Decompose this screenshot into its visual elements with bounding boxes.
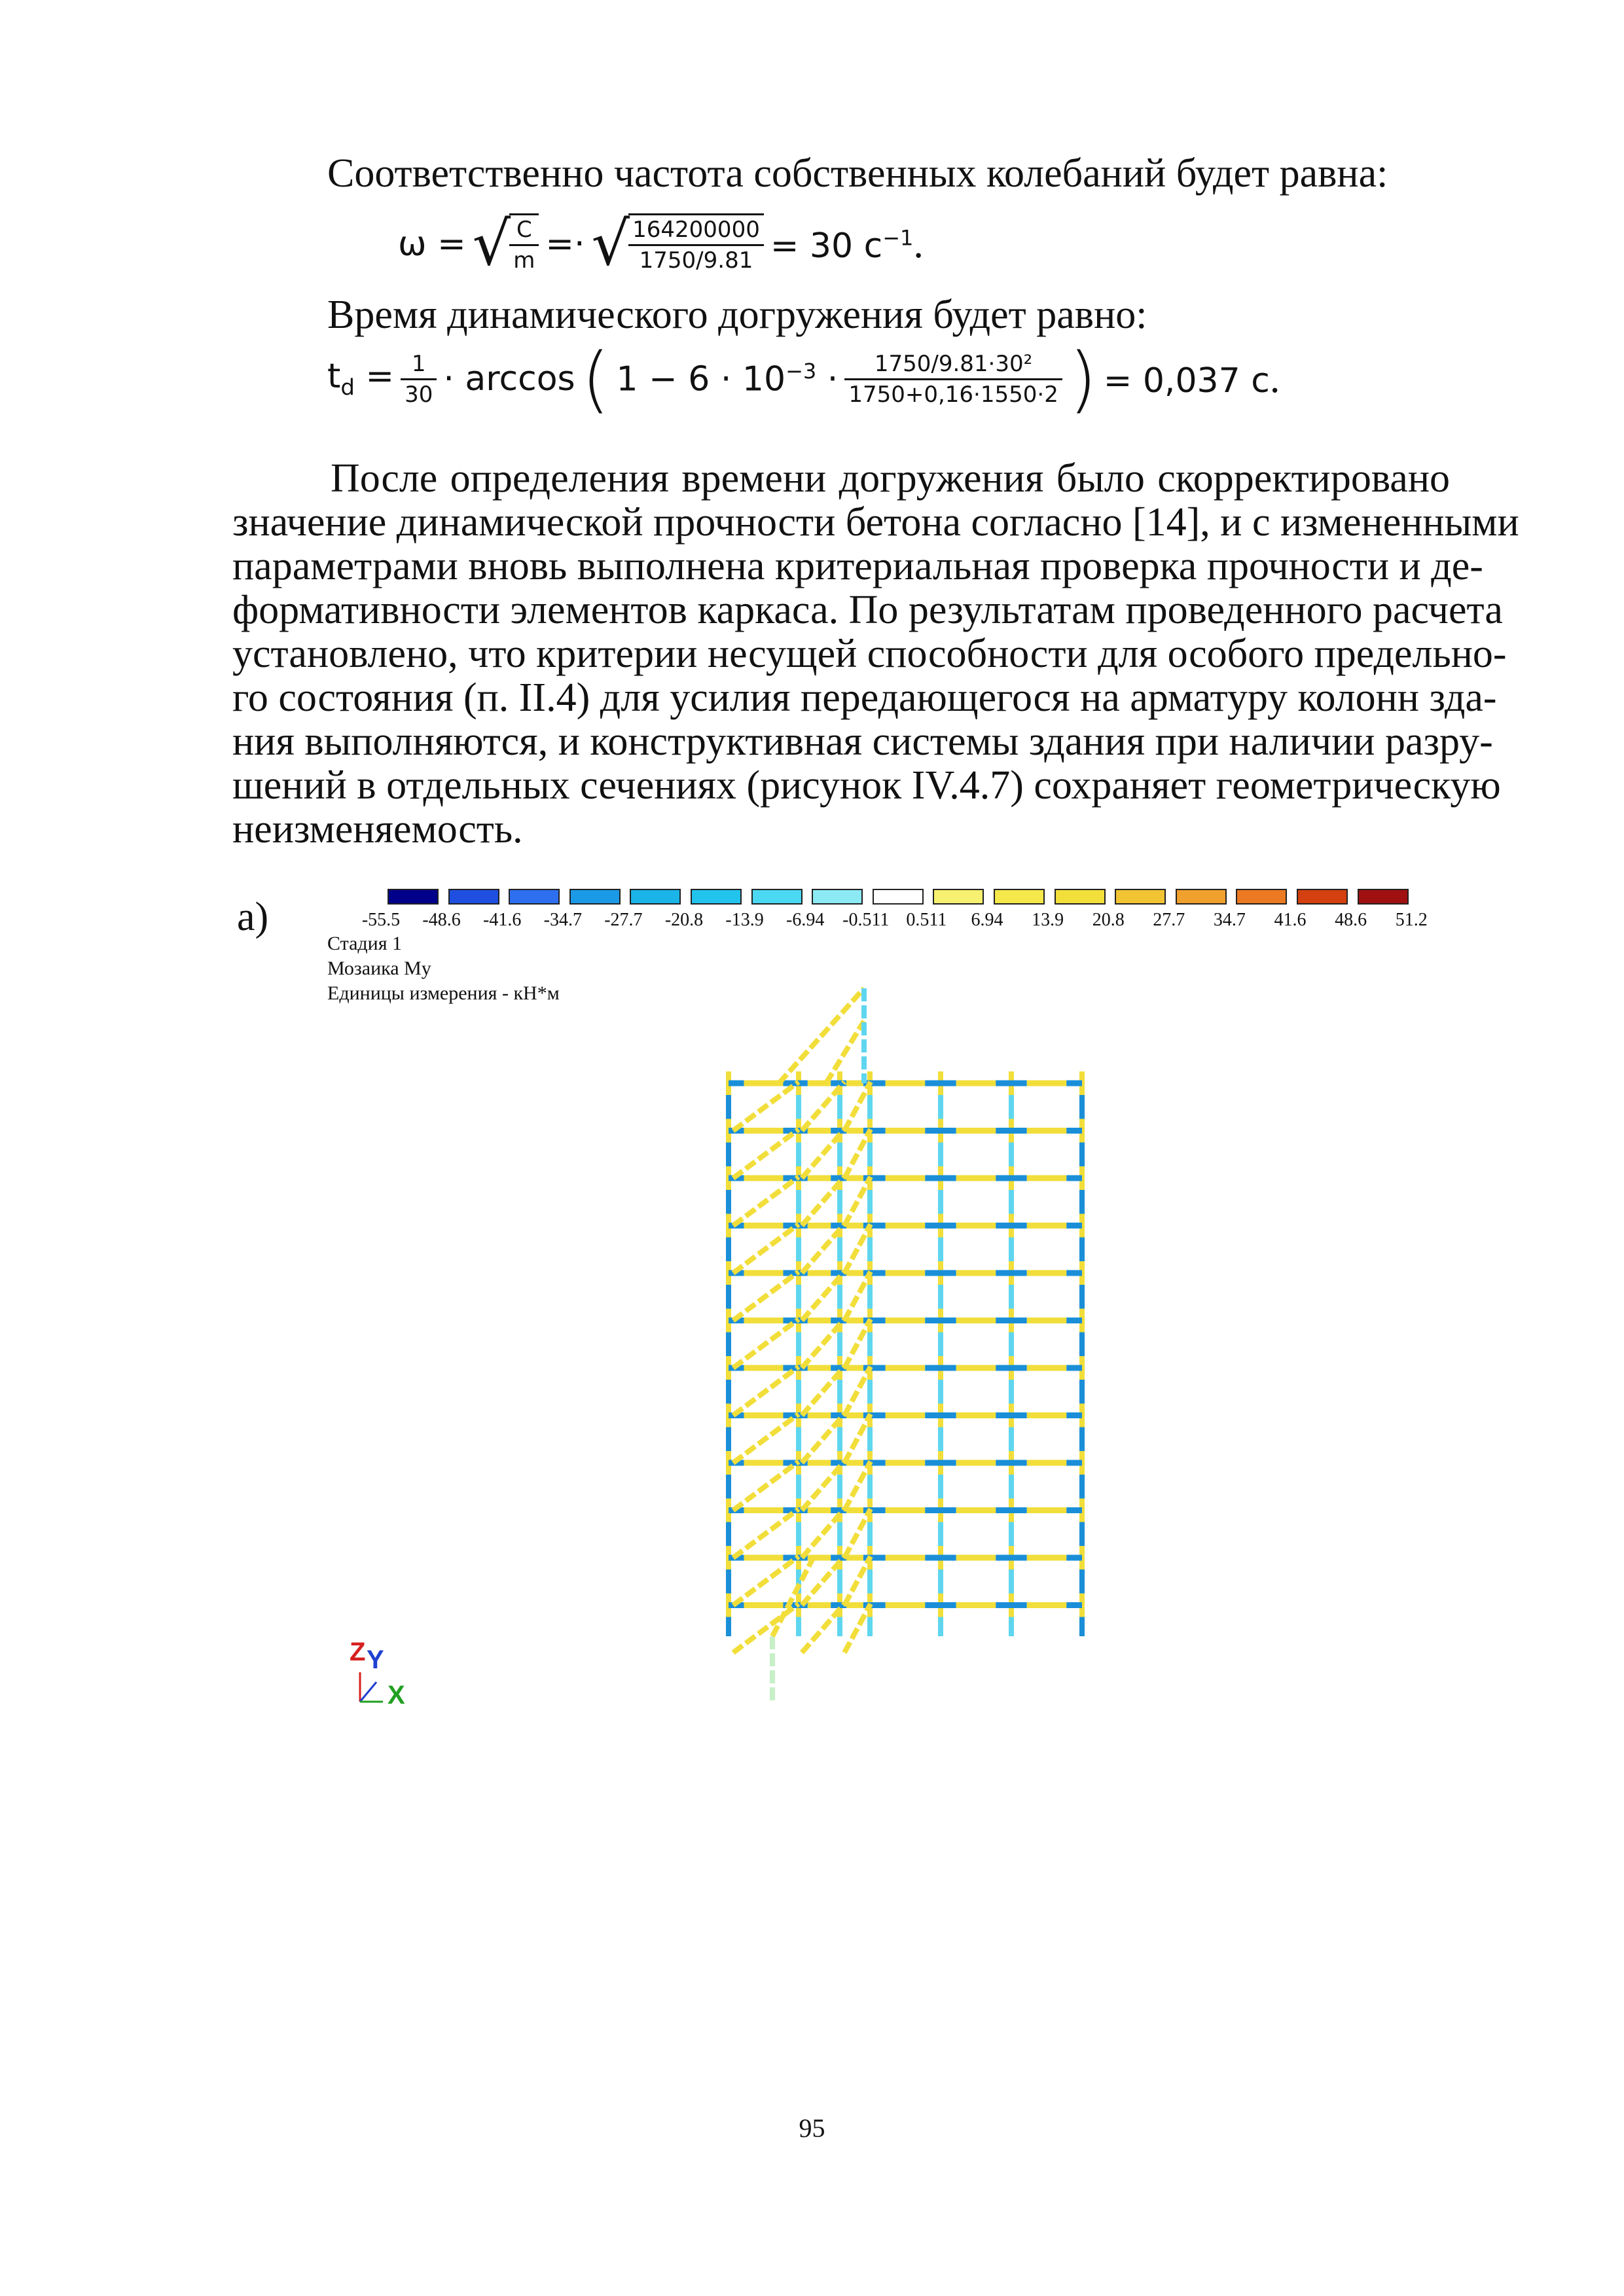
paragraph-line: значение динамической прочности бетона согласно [14], и с измененными xyxy=(232,500,1519,545)
legend-value: -55.5 xyxy=(361,910,401,930)
axis-label-z: Z xyxy=(350,1638,366,1666)
diagonal-member xyxy=(733,1177,799,1226)
intro-line-1: Соответственно частота собственных колебаний будет равна: xyxy=(327,151,1388,196)
right-paren: ) xyxy=(1068,337,1097,421)
omega-rhs: = 30 $c^{-1}$. xyxy=(770,222,924,266)
legend-value: -13.9 xyxy=(725,910,764,930)
diagonal-member xyxy=(844,1604,871,1653)
legend-value: -34.7 xyxy=(543,910,582,930)
paragraph-line: параметрами вновь выполнена критериальная проверка прочности и де- xyxy=(232,544,1483,588)
paragraph-line: шений в отдельных сечениях (рисунок IV.4.7) сохраняет геометрическую xyxy=(232,763,1501,808)
legend-value: 34.7 xyxy=(1213,910,1246,930)
diagonal-member xyxy=(844,1556,871,1605)
page-number: 95 xyxy=(799,2113,825,2143)
diagonal-member xyxy=(844,1462,871,1511)
legend-value: 6.94 xyxy=(971,910,1003,930)
diagonal-member xyxy=(844,1367,871,1416)
td-lhs: $t_d$ = xyxy=(327,357,395,401)
diagonal-member xyxy=(733,1462,799,1511)
paragraph-line: установлено, что критерии несущей способности для особого предельно- xyxy=(232,632,1507,676)
roof-diagonal xyxy=(826,1021,864,1083)
diagonal-member xyxy=(844,1082,871,1131)
legend-value: -48.6 xyxy=(422,910,461,930)
roof-diagonal xyxy=(779,988,864,1083)
figure-stage: Стадия 1 xyxy=(327,933,403,954)
diagonal-member xyxy=(844,1130,871,1179)
legend-value: -27.7 xyxy=(604,910,643,930)
paragraph-line: ния выполняются, и конструктивная системы здания при наличии разру- xyxy=(232,719,1493,764)
diagonal-member xyxy=(733,1225,799,1274)
legend-value: -0.511 xyxy=(842,910,890,930)
frac-den-m: m xyxy=(513,247,535,274)
frac-den-mass: 1750/9.81 xyxy=(639,247,753,274)
omega-mid: =· xyxy=(545,224,585,264)
frac-den-dynamic: 1750+0,16·1550·2 xyxy=(848,381,1058,408)
diagonal-member xyxy=(733,1604,799,1653)
omega-lhs: ω = xyxy=(398,224,466,264)
diagonal-member xyxy=(733,1272,799,1321)
paragraph-line: неизменяемость. xyxy=(232,807,523,852)
paragraph-line: После определения времени догружения было скорректировано xyxy=(331,456,1450,501)
bottom-diagonal xyxy=(772,1554,815,1636)
intro-line-2: Время динамического догружения будет равно: xyxy=(327,293,1147,337)
legend-value: 51.2 xyxy=(1395,910,1428,930)
diagonal-member xyxy=(844,1509,871,1558)
paragraph-line: формативности элементов каркаса. По результатам проведенного расчета xyxy=(232,588,1503,632)
td-rhs: = 0,037 c. xyxy=(1103,357,1280,401)
diagonal-member xyxy=(733,1130,799,1179)
axis-indicator xyxy=(347,1636,425,1715)
td-arccos: · arccos xyxy=(443,359,575,399)
diagonal-member xyxy=(844,1319,871,1369)
diagonal-member xyxy=(844,1272,871,1321)
legend-value: 41.6 xyxy=(1274,910,1307,930)
axis-label-x: X xyxy=(388,1681,405,1710)
frac-num-one: 1 xyxy=(401,350,437,380)
diagonal-member xyxy=(733,1509,799,1558)
diagonal-member xyxy=(733,1556,799,1605)
legend-value: 48.6 xyxy=(1335,910,1367,930)
frac-num-stiffness: 164200000 xyxy=(628,215,764,246)
frac-den-thirty: 30 xyxy=(405,381,433,408)
diagonal-member xyxy=(844,1177,871,1226)
axis-label-y: Y xyxy=(367,1645,384,1674)
legend-value: 13.9 xyxy=(1032,910,1064,930)
legend-value: 20.8 xyxy=(1092,910,1125,930)
figure-label: а) xyxy=(237,895,269,939)
figure-units: Единицы измерения - кН*м xyxy=(327,982,560,1004)
diagonal-member xyxy=(733,1414,799,1463)
diagonal-member xyxy=(844,1414,871,1463)
frac-num-dynamic: 1750/9.81·30² xyxy=(844,350,1062,380)
diagonal-member xyxy=(733,1319,799,1369)
legend-value: -20.8 xyxy=(664,910,704,930)
diagonal-member xyxy=(733,1082,799,1131)
paragraph-line: го состояния (п. II.4) для усилия передающегося на арматуру колонн зда- xyxy=(232,675,1497,720)
legend-value: -41.6 xyxy=(483,910,522,930)
legend-value: 27.7 xyxy=(1153,910,1185,930)
figure-mosaic: Мозаика My xyxy=(327,958,431,979)
legend-value: -6.94 xyxy=(786,910,825,930)
sqrt-sign-2: √ xyxy=(591,209,630,279)
legend-value: 0.511 xyxy=(906,910,947,930)
left-paren: ( xyxy=(581,337,610,421)
diagonal-member xyxy=(733,1367,799,1416)
diagonal-member xyxy=(844,1225,871,1274)
td-inner: $1 - 6 \cdot 10^{-3}$ · xyxy=(616,359,839,399)
frac-num-c: C xyxy=(509,215,539,246)
sqrt-sign-1: √ xyxy=(472,209,511,279)
